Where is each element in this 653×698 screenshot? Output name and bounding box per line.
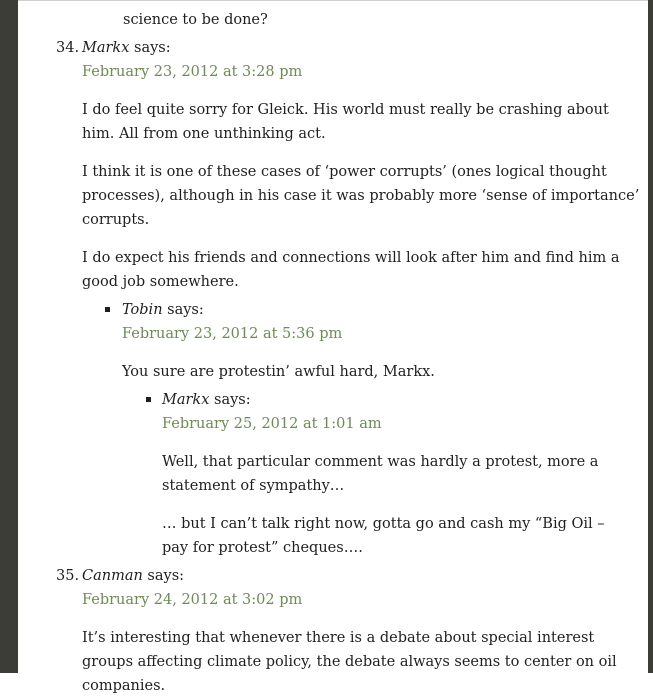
says-label: says: [214,392,251,408]
right-page-border [648,0,653,673]
comment-paragraph: It’s interesting that whenever there is a debate about special interest groups affecting climate policy, the debate always seems to center on oil companies. [82,630,617,694]
list-bullet [105,307,110,312]
list-bullet [146,397,151,402]
says-label: says: [147,568,185,584]
says-label: says: [134,40,171,56]
previous-comment-tail: science to be done? [123,12,268,28]
comment-author[interactable]: Tobin [122,302,163,318]
comment-author[interactable]: Markx [162,392,210,408]
comment-author-line [82,36,171,60]
comment-number: 34. [56,40,80,56]
comment-paragraph: Well, that particular comment was hardly a protest, more a statement of sympathy… [162,454,599,494]
comment-date-link[interactable]: February 23, 2012 at 5:36 pm [122,326,343,342]
comment-paragraph: I do feel quite sorry for Gleick. His world must really be crashing about him. All from one unthinking act. [82,102,609,142]
comment-paragraph: … but I can’t talk right now, gotta go and cash my “Big Oil – pay for protest” cheques…. [162,516,605,556]
left-page-border [0,0,18,673]
comment-author-line [122,298,204,322]
comment-number: 35. [56,568,80,584]
comment-author-line [162,388,251,412]
comment-paragraph: I think it is one of these cases of ‘power corrupts’ (ones logical thought processes), although in his case it was probably more ‘sense of importance’ corrupts. [82,164,640,228]
comment-date-link[interactable]: February 25, 2012 at 1:01 am [162,416,382,432]
comment-date-link[interactable]: February 24, 2012 at 3:02 pm [82,592,303,608]
comment-date-link[interactable]: February 23, 2012 at 3:28 pm [82,64,303,80]
comment-paragraph: You sure are protestin’ awful hard, Markx. [122,364,435,380]
comment-paragraph: I do expect his friends and connections will look after him and find him a good job somewhere. [82,250,620,290]
comment-author[interactable]: Markx [82,40,130,56]
says-label: says: [167,302,204,318]
comments-section [18,0,648,694]
comment-author[interactable]: Canman [82,568,143,584]
comment-author-line [82,564,184,588]
